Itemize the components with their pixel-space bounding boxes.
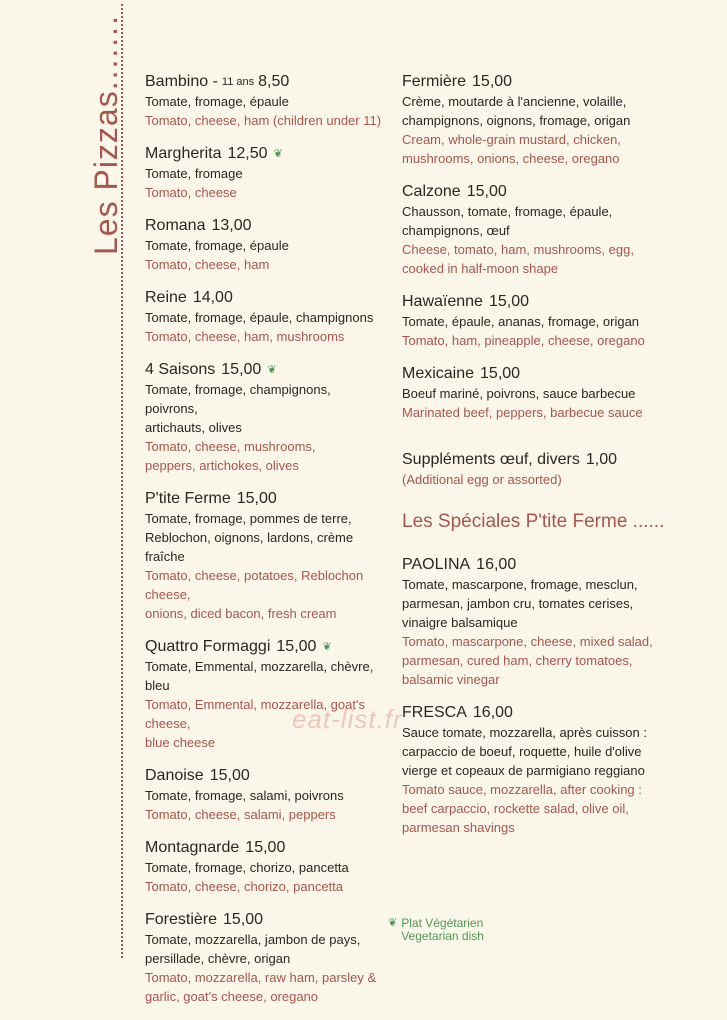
item-description-en: peppers, artichokes, olives	[145, 458, 299, 473]
menu-item	[145, 72, 385, 130]
item-price: 15,00	[221, 361, 262, 378]
item-description-fr: Tomate, mozzarella, jambon de pays,	[145, 932, 361, 947]
item-name: FRESCA	[402, 704, 467, 721]
vegetarian-legend	[388, 917, 484, 943]
item-description-fr: Tomate, fromage, chorizo, pancetta	[145, 860, 349, 875]
item-description-fr: Tomate, fromage, épaule, champignons	[145, 310, 374, 325]
menu-item	[145, 766, 385, 824]
item-description-en: Cream, whole-grain mustard, chicken,	[402, 132, 621, 147]
item-description-en: Tomato, cheese, ham (children under 11)	[145, 113, 382, 128]
item-name: Hawaïenne	[402, 293, 483, 310]
item-name: Quattro Formaggi	[145, 638, 271, 655]
item-name: Suppléments œuf, divers	[402, 451, 580, 468]
item-description-en: Tomato, mozzarella, raw ham, parsley &	[145, 970, 377, 985]
item-heading	[145, 360, 385, 380]
menu-item	[402, 292, 702, 350]
item-description-en: onions, diced bacon, fresh cream	[145, 606, 337, 621]
item-heading	[145, 838, 385, 858]
item-description-fr: Tomate, fromage	[145, 166, 243, 181]
item-heading	[402, 72, 702, 92]
item-price: 15,00	[236, 490, 277, 507]
item-description-en: parmesan, cured ham, cherry tomatoes,	[402, 653, 633, 668]
menu-item	[145, 288, 385, 346]
item-description-en: Marinated beef, peppers, barbecue sauce	[402, 405, 643, 420]
legend-en: Vegetarian dish	[401, 929, 484, 943]
pizza-list-right	[402, 72, 702, 489]
menu-item	[145, 838, 385, 896]
item-description-en: Tomato, Emmental, mozzarella, goat's cheese,	[145, 697, 365, 731]
leaf-icon: ❦	[388, 917, 398, 929]
item-heading	[402, 182, 702, 202]
item-name: Calzone	[402, 183, 461, 200]
specials-list	[402, 555, 702, 837]
item-description-en: beef carpaccio, rockette salad, olive oil,	[402, 801, 629, 816]
leaf-icon: ❦	[322, 641, 332, 653]
item-description-fr: vierge et copeaux de parmigiano reggiano	[402, 763, 645, 778]
item-price: 16,00	[476, 556, 517, 573]
item-description-fr: Sauce tomate, mozzarella, après cuisson :	[402, 725, 647, 740]
menu-item	[145, 216, 385, 274]
item-price: 15,00	[223, 911, 264, 928]
item-heading	[145, 489, 385, 509]
item-description-en: garlic, goat's cheese, oregano	[145, 989, 319, 1004]
item-description-fr: vinaigre balsamique	[402, 615, 518, 630]
item-name: Bambino -	[145, 73, 218, 90]
item-heading	[402, 364, 702, 384]
item-name: Reine	[145, 289, 187, 306]
section-title-pizzas: Les Pizzas.......	[88, 14, 124, 255]
item-description-en: (Additional egg or assorted)	[402, 472, 562, 487]
item-description-en: Tomato, cheese, ham	[145, 257, 270, 272]
item-description-fr: Chausson, tomate, fromage, épaule,	[402, 204, 613, 219]
item-description-fr: Crème, moutarde à l'ancienne, volaille,	[402, 94, 627, 109]
menu-item	[402, 703, 702, 837]
item-name: Margherita	[145, 145, 222, 162]
item-heading	[145, 637, 385, 657]
item-description-en: cooked in half-moon shape	[402, 261, 559, 276]
item-description-fr: Tomate, épaule, ananas, fromage, origan	[402, 314, 640, 329]
menu-item	[402, 182, 702, 278]
item-description-en: Tomato, cheese, mushrooms,	[145, 439, 316, 454]
item-heading	[402, 450, 702, 470]
item-price: 15,00	[480, 365, 521, 382]
item-heading	[402, 703, 702, 723]
item-price: 16,00	[472, 704, 513, 721]
item-heading	[145, 216, 385, 236]
item-description-en: Tomato sauce, mozzarella, after cooking :	[402, 782, 642, 797]
item-name: Fermière	[402, 73, 467, 90]
item-name: 4 Saisons	[145, 361, 216, 378]
item-description-en: Tomato, cheese, salami, peppers	[145, 807, 336, 822]
item-description-en: mushrooms, onions, cheese, oregano	[402, 151, 620, 166]
item-description-fr: Tomate, fromage, champignons, poivrons,	[145, 382, 331, 416]
item-description-fr: Tomate, fromage, pommes de terre,	[145, 511, 352, 526]
item-description-fr: artichauts, olives	[145, 420, 242, 435]
menu-column-left	[145, 72, 385, 1020]
item-description-fr: Tomate, fromage, épaule	[145, 94, 289, 109]
item-description-fr: champignons, œuf	[402, 223, 510, 238]
item-name: Mexicaine	[402, 365, 475, 382]
item-name: Danoise	[145, 767, 204, 784]
legend-fr: Plat Végétarien	[401, 916, 484, 930]
item-description-fr: Tomate, fromage, épaule	[145, 238, 289, 253]
item-price: 8,50	[258, 73, 290, 90]
item-heading	[145, 144, 385, 164]
item-name: PAOLINA	[402, 556, 471, 573]
item-description-fr: Tomate, Emmental, mozzarella, chèvre, bleu	[145, 659, 374, 693]
item-subtitle: 11 ans	[221, 76, 255, 88]
menu-item	[145, 360, 385, 475]
item-name: Forestière	[145, 911, 218, 928]
leaf-icon: ❦	[267, 364, 277, 376]
menu-item	[402, 72, 702, 168]
item-heading	[145, 288, 385, 308]
item-description-fr: Tomate, fromage, salami, poivrons	[145, 788, 344, 803]
item-description-en: Tomato, cheese	[145, 185, 237, 200]
item-price: 1,00	[585, 451, 617, 468]
item-heading	[402, 292, 702, 312]
item-description-fr: Tomate, mascarpone, fromage, mesclun,	[402, 577, 638, 592]
item-heading	[402, 555, 702, 575]
item-description-fr: Reblochon, oignons, lardons, crème fraîche	[145, 530, 354, 564]
item-name: Montagnarde	[145, 839, 240, 856]
item-heading	[145, 72, 385, 92]
item-description-fr: Boeuf mariné, poivrons, sauce barbecue	[402, 386, 636, 401]
item-description-en: parmesan shavings	[402, 820, 515, 835]
menu-item	[402, 555, 702, 689]
item-price: 14,00	[192, 289, 233, 306]
item-description-en: Tomato, cheese, chorizo, pancetta	[145, 879, 344, 894]
item-description-en: Tomato, cheese, potatoes, Reblochon cheese,	[145, 568, 364, 602]
item-description-fr: champignons, oignons, fromage, origan	[402, 113, 631, 128]
watermark: eat-list.fr	[292, 704, 403, 734]
item-price: 15,00	[245, 839, 286, 856]
menu-item	[145, 144, 385, 202]
menu-column-right	[402, 72, 702, 851]
item-description-fr: parmesan, jambon cru, tomates cerises,	[402, 596, 634, 611]
menu-item	[145, 489, 385, 623]
item-price: 12,50	[227, 145, 268, 162]
item-heading	[145, 766, 385, 786]
item-price: 15,00	[209, 767, 250, 784]
item-price: 13,00	[211, 217, 252, 234]
leaf-icon: ❦	[273, 148, 283, 160]
menu-item	[145, 910, 385, 1006]
item-description-fr: persillade, chèvre, origan	[145, 951, 291, 966]
item-price: 15,00	[488, 293, 529, 310]
item-name: P'tite Ferme	[145, 490, 231, 507]
specials-title: Les Spéciales P'tite Ferme ......	[402, 511, 665, 532]
item-description-en: Tomato, mascarpone, cheese, mixed salad,	[402, 634, 653, 649]
item-description-en: Tomato, cheese, ham, mushrooms	[145, 329, 345, 344]
item-description-en: balsamic vinegar	[402, 672, 500, 687]
item-description-en: blue cheese	[145, 735, 216, 750]
item-name: Romana	[145, 217, 206, 234]
item-description-en: Cheese, tomato, ham, mushrooms, egg,	[402, 242, 634, 257]
item-description-fr: carpaccio de boeuf, roquette, huile d'olive	[402, 744, 642, 759]
item-description-en: Tomato, ham, pineapple, cheese, oregano	[402, 333, 645, 348]
menu-item	[402, 450, 702, 489]
item-heading	[145, 910, 385, 930]
menu-item	[402, 364, 702, 422]
item-price: 15,00	[276, 638, 317, 655]
item-price: 15,00	[472, 73, 513, 90]
item-price: 15,00	[466, 183, 507, 200]
